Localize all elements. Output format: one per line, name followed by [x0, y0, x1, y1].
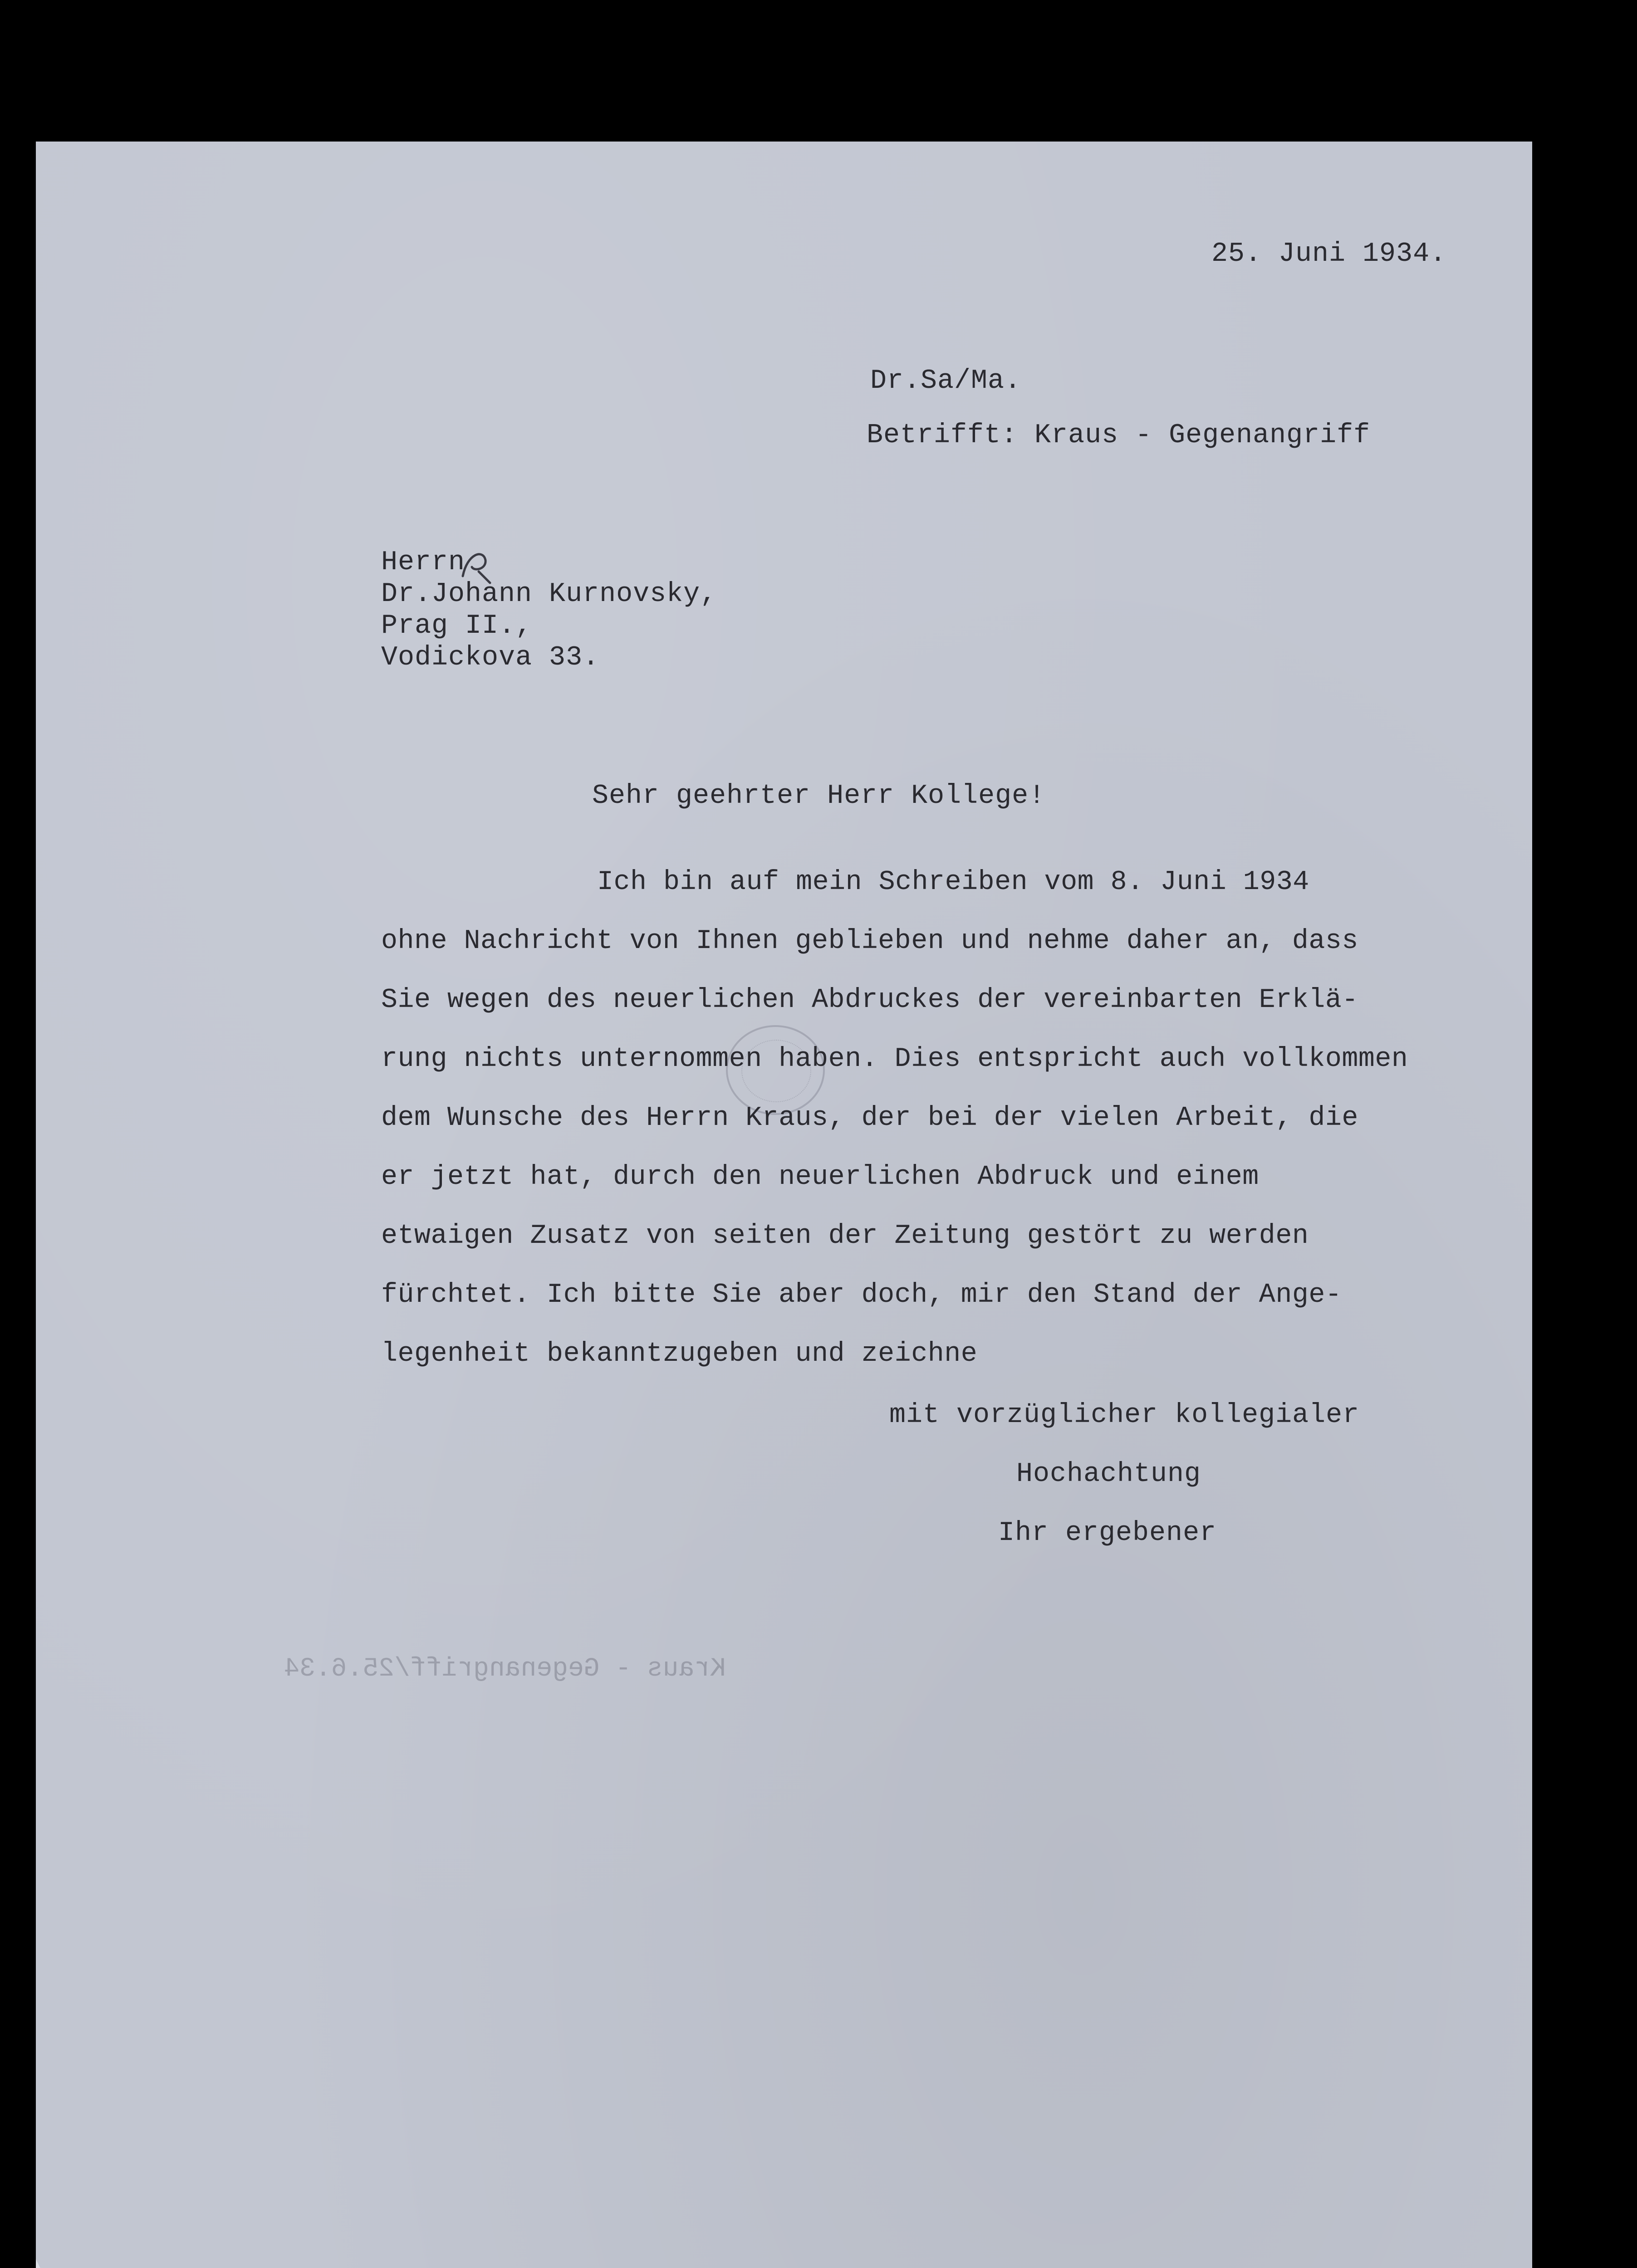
recipient-city: Prag II., — [381, 611, 533, 641]
reference-code: Dr.Sa/Ma. — [870, 366, 1022, 396]
recipient-salutation: Herrn — [381, 547, 466, 578]
body-line: legenheit bekanntzugeben und zeichne — [381, 1339, 978, 1369]
body-line: er jetzt hat, durch den neuerlichen Abdruck und einem — [381, 1162, 1259, 1193]
letter-greeting: Sehr geehrter Herr Kollege! — [592, 781, 1046, 811]
body-line: Sie wegen des neuerlichen Abdruckes der vereinbarten Erklä- — [381, 985, 1358, 1016]
body-line: rung nichts unternommen haben. Dies entspricht auch vollkommen — [381, 1044, 1408, 1075]
paper-corner-fold — [36, 2259, 72, 2268]
body-line: Ich bin auf mein Schreiben vom 8. Juni 1934 — [597, 867, 1309, 898]
closing-line: Ihr ergebener — [998, 1518, 1217, 1549]
subject-line: Betrifft: Kraus - Gegenangriff — [867, 420, 1371, 451]
reverse-side-show-through: Kraus - Gegenangriff/25.6.34 — [284, 1654, 726, 1684]
body-line: dem Wunsche des Herrn Kraus, der bei der vielen Arbeit, die — [381, 1103, 1358, 1134]
closing-line: mit vorzüglicher kollegialer — [889, 1400, 1360, 1431]
closing-line: Hochachtung — [1016, 1459, 1201, 1490]
recipient-street: Vodickova 33. — [381, 642, 600, 673]
body-line: ohne Nachricht von Ihnen geblieben und nehme daher an, dass — [381, 926, 1358, 957]
letter-sheet — [36, 142, 1532, 2268]
body-line: fürchtet. Ich bitte Sie aber doch, mir den Stand der Ange- — [381, 1280, 1342, 1310]
body-line: etwaigen Zusatz von seiten der Zeitung gestört zu werden — [381, 1221, 1309, 1251]
recipient-name: Dr.Johann Kurnovsky, — [381, 579, 717, 610]
letter-date: 25. Juni 1934. — [1211, 239, 1447, 269]
